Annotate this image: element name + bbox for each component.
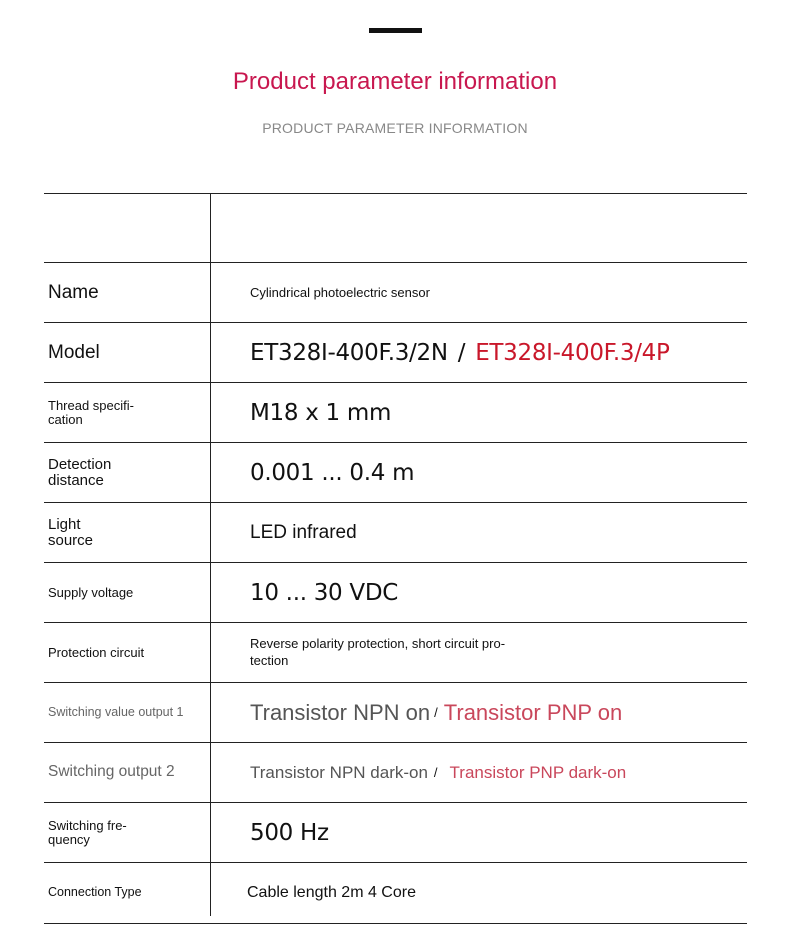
row-value: 500 Hz	[250, 819, 329, 846]
row-label: Switching fre- quency	[48, 817, 127, 847]
row-value: 0.001 ... 0.4 m	[250, 459, 415, 486]
row-value: Cylindrical photoelectric sensor	[250, 285, 430, 300]
parameter-table	[44, 193, 747, 924]
row-value: Cable length 2m 4 Core	[247, 884, 416, 901]
row-label: Light source	[48, 515, 94, 549]
table-row-supply	[44, 563, 747, 623]
row-value	[250, 743, 747, 802]
row-value	[250, 323, 747, 382]
table-row-switch1	[44, 683, 747, 743]
table-header-row	[44, 194, 747, 263]
table-row-model	[44, 323, 747, 383]
row-label: Model	[48, 341, 100, 363]
model-npn: ET328I-400F.3/2N	[250, 339, 448, 366]
model-pnp: ET328I-400F.3/4P	[475, 339, 670, 366]
page-title: Product parameter information	[232, 68, 558, 95]
row-label: Switching value output 1	[48, 704, 184, 719]
row-label: Protection circuit	[48, 644, 145, 660]
switch2-separator: /	[433, 765, 438, 780]
model-separator: /	[457, 339, 466, 366]
switch1-pnp: Transistor PNP on	[443, 699, 623, 725]
row-label: Detection distance	[48, 455, 112, 489]
table-row-name	[44, 263, 747, 323]
table-row-connection	[44, 863, 747, 924]
row-label: Connection Type	[48, 885, 142, 900]
row-label: Supply voltage	[48, 584, 134, 600]
switch2-npn: Transistor NPN dark-on	[250, 762, 428, 782]
page-subtitle: PRODUCT PARAMETER INFORMATION	[262, 120, 528, 136]
table-row-frequency	[44, 803, 747, 863]
decorative-bar	[369, 28, 422, 33]
row-value: Reverse polarity protection, short circuit pro- tection	[250, 635, 506, 668]
row-label: Switching output 2	[48, 763, 175, 781]
switch2-pnp: Transistor PNP dark-on	[449, 762, 627, 782]
table-row-thread	[44, 383, 747, 443]
row-value: M18 x 1 mm	[250, 399, 392, 426]
row-label: Name	[48, 281, 99, 303]
table-row-protection	[44, 623, 747, 683]
switch1-npn: Transistor NPN on	[250, 699, 431, 725]
row-value: 10 ... 30 VDC	[250, 579, 399, 606]
column-divider	[210, 193, 211, 916]
table-row-switch2	[44, 743, 747, 803]
table-row-detection	[44, 443, 747, 503]
row-value: LED infrared	[250, 521, 357, 543]
row-label: Thread specifi- cation	[48, 397, 134, 427]
row-value	[250, 683, 747, 742]
table-row-light	[44, 503, 747, 563]
switch1-separator: /	[434, 705, 438, 720]
